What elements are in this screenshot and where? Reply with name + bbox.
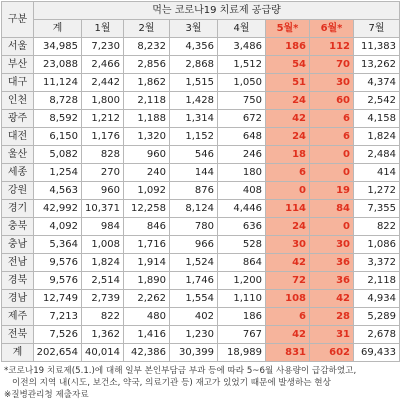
table-cell: 10,371	[82, 200, 124, 218]
table-row	[2, 308, 400, 326]
column-header: 7월	[354, 20, 400, 38]
table-row	[2, 200, 400, 218]
table-cell: 42	[310, 290, 354, 308]
table-cell: 7,526	[34, 326, 82, 344]
table-row	[2, 146, 400, 164]
table-cell: 7,213	[34, 308, 82, 326]
table-cell: 180	[218, 164, 266, 182]
table-cell: 6	[266, 308, 310, 326]
table-cell: 1,200	[218, 272, 266, 290]
table-cell: 1,746	[170, 272, 218, 290]
row-label: 강원	[2, 182, 34, 200]
table-cell: 42	[266, 326, 310, 344]
table-cell: 1,272	[354, 182, 400, 200]
row-label: 부산	[2, 56, 34, 74]
table-cell: 0	[310, 218, 354, 236]
table-cell: 2,542	[354, 92, 400, 110]
table-cell: 30	[266, 236, 310, 254]
table-cell: 8,592	[34, 110, 82, 128]
table-cell: 1,824	[354, 128, 400, 146]
table-cell: 1,716	[124, 236, 170, 254]
table-cell: 822	[82, 308, 124, 326]
table-cell: 1,212	[82, 110, 124, 128]
table-cell: 31	[310, 326, 354, 344]
table-cell: 1,050	[218, 74, 266, 92]
table-cell: 84	[310, 200, 354, 218]
table-cell: 23,088	[34, 56, 82, 74]
table-cell: 3,372	[354, 254, 400, 272]
table-cell: 186	[218, 308, 266, 326]
table-row	[2, 182, 400, 200]
table-cell: 9,576	[34, 272, 82, 290]
table-cell: 1,008	[82, 236, 124, 254]
table-cell: 2,678	[354, 326, 400, 344]
table-row	[2, 74, 400, 92]
table-cell: 2,514	[82, 272, 124, 290]
table-cell: 1,254	[34, 164, 82, 182]
table-cell: 9,576	[34, 254, 82, 272]
table-cell: 54	[266, 56, 310, 74]
table-cell: 4,374	[354, 74, 400, 92]
table-cell: 6	[310, 128, 354, 146]
table-cell: 24	[266, 218, 310, 236]
table-cell: 1,314	[170, 110, 218, 128]
row-label: 세종	[2, 164, 34, 182]
table-cell: 112	[310, 38, 354, 56]
table-cell: 24	[266, 92, 310, 110]
table-cell: 42	[266, 254, 310, 272]
column-header: 6월*	[310, 20, 354, 38]
table-cell: 202,654	[34, 344, 82, 362]
table-cell: 636	[218, 218, 266, 236]
table-cell: 5,082	[34, 146, 82, 164]
row-label: 전남	[2, 254, 34, 272]
table-cell: 0	[310, 146, 354, 164]
table-cell: 2,442	[82, 74, 124, 92]
table-cell: 13,262	[354, 56, 400, 74]
table-cell: 2,739	[82, 290, 124, 308]
corner-label: 구분	[2, 2, 34, 38]
table-cell: 828	[82, 146, 124, 164]
table-cell: 42,992	[34, 200, 82, 218]
table-cell: 114	[266, 200, 310, 218]
table-row	[2, 326, 400, 344]
table-cell: 672	[218, 110, 266, 128]
table-cell: 40,014	[82, 344, 124, 362]
footnote-line-1: *코로나19 치료제(5.1.)에 대해 일부 본인부담금 부과 등에 따라 5~6월 사용량이 급감하였고,	[4, 366, 357, 376]
table-row	[2, 56, 400, 74]
table-cell: 8,232	[124, 38, 170, 56]
table-cell: 750	[218, 92, 266, 110]
table-cell: 767	[218, 326, 266, 344]
column-header: 3월	[170, 20, 218, 38]
column-header: 계	[34, 20, 82, 38]
table-cell: 30	[310, 74, 354, 92]
table-cell: 28	[310, 308, 354, 326]
table-cell: 1,862	[124, 74, 170, 92]
table-cell: 2,118	[124, 92, 170, 110]
table-cell: 480	[124, 308, 170, 326]
table-cell: 864	[218, 254, 266, 272]
table-cell: 0	[310, 164, 354, 182]
table-row	[2, 254, 400, 272]
table-cell: 2,856	[124, 56, 170, 74]
row-label: 울산	[2, 146, 34, 164]
table-cell: 1,428	[170, 92, 218, 110]
column-header: 2월	[124, 20, 170, 38]
table-cell: 30,399	[170, 344, 218, 362]
table-cell: 1,800	[82, 92, 124, 110]
table-cell: 1,092	[124, 182, 170, 200]
group-header: 먹는 코로나19 치료제 공급량	[34, 2, 400, 20]
table-cell: 246	[218, 146, 266, 164]
row-label: 전북	[2, 326, 34, 344]
row-label: 계	[2, 344, 34, 362]
table-cell: 11,383	[354, 38, 400, 56]
table-cell: 1,512	[218, 56, 266, 74]
footnote-line-2: 이전의 지역 내(시도, 보건소, 약국, 의료기관 등) 재고가 있었기 때문에 발생하는 현상	[12, 378, 331, 388]
row-label: 경북	[2, 272, 34, 290]
table-cell: 1,914	[124, 254, 170, 272]
row-label: 대구	[2, 74, 34, 92]
table-cell: 822	[354, 218, 400, 236]
table-row	[2, 110, 400, 128]
table-cell: 270	[82, 164, 124, 182]
total-row	[2, 344, 400, 362]
table-cell: 30	[310, 236, 354, 254]
row-label: 제주	[2, 308, 34, 326]
row-label: 대전	[2, 128, 34, 146]
table-cell: 960	[124, 146, 170, 164]
table-cell: 528	[218, 236, 266, 254]
table-cell: 6	[310, 110, 354, 128]
table-cell: 4,934	[354, 290, 400, 308]
table-cell: 1,086	[354, 236, 400, 254]
table-cell: 1,824	[82, 254, 124, 272]
footnotes	[4, 365, 398, 401]
table-cell: 144	[170, 164, 218, 182]
table-cell: 1,524	[170, 254, 218, 272]
table-cell: 408	[218, 182, 266, 200]
table-cell: 11,124	[34, 74, 82, 92]
column-header: 1월	[82, 20, 124, 38]
column-header: 4월	[218, 20, 266, 38]
table-cell: 12,749	[34, 290, 82, 308]
table-cell: 1,362	[82, 326, 124, 344]
table-row	[2, 290, 400, 308]
row-label: 경남	[2, 290, 34, 308]
table-cell: 2,868	[170, 56, 218, 74]
table-cell: 648	[218, 128, 266, 146]
table-cell: 6	[266, 164, 310, 182]
table-row	[2, 92, 400, 110]
row-label: 충북	[2, 218, 34, 236]
table-row	[2, 236, 400, 254]
table-cell: 2,484	[354, 146, 400, 164]
table-cell: 6,150	[34, 128, 82, 146]
table-cell: 18	[266, 146, 310, 164]
table-cell: 19	[310, 182, 354, 200]
table-cell: 4,092	[34, 218, 82, 236]
table-cell: 42	[266, 110, 310, 128]
table-cell: 5,289	[354, 308, 400, 326]
table-cell: 0	[266, 182, 310, 200]
table-cell: 5,364	[34, 236, 82, 254]
table-cell: 24	[266, 128, 310, 146]
table-cell: 414	[354, 164, 400, 182]
table-cell: 966	[170, 236, 218, 254]
table-cell: 4,356	[170, 38, 218, 56]
table-cell: 876	[170, 182, 218, 200]
supply-table	[1, 1, 400, 362]
table-cell: 42,386	[124, 344, 170, 362]
table-cell: 36	[310, 254, 354, 272]
table-row	[2, 164, 400, 182]
table-cell: 4,563	[34, 182, 82, 200]
table-cell: 36	[310, 272, 354, 290]
table-cell: 1,152	[170, 128, 218, 146]
table-cell: 70	[310, 56, 354, 74]
table-cell: 960	[82, 182, 124, 200]
table-cell: 1,110	[218, 290, 266, 308]
table-cell: 2,118	[354, 272, 400, 290]
header-row-1	[2, 2, 400, 20]
header-row-2	[2, 20, 400, 38]
table-cell: 7,355	[354, 200, 400, 218]
table-cell: 69,433	[354, 344, 400, 362]
source-note: ※질병관리청 제출자료	[4, 390, 89, 400]
table-cell: 546	[170, 146, 218, 164]
row-label: 경기	[2, 200, 34, 218]
table-cell: 1,890	[124, 272, 170, 290]
table-cell: 7,230	[82, 38, 124, 56]
table-cell: 1,176	[82, 128, 124, 146]
table-cell: 34,985	[34, 38, 82, 56]
table-row	[2, 272, 400, 290]
table-cell: 186	[266, 38, 310, 56]
row-label: 서울	[2, 38, 34, 56]
column-header: 5월*	[266, 20, 310, 38]
table-cell: 1,320	[124, 128, 170, 146]
table-cell: 240	[124, 164, 170, 182]
table-row	[2, 218, 400, 236]
table-cell: 846	[124, 218, 170, 236]
table-row	[2, 128, 400, 146]
table-cell: 108	[266, 290, 310, 308]
row-label: 인천	[2, 92, 34, 110]
table-row	[2, 38, 400, 56]
table-cell: 984	[82, 218, 124, 236]
table-cell: 72	[266, 272, 310, 290]
row-label: 충남	[2, 236, 34, 254]
table-cell: 1,230	[170, 326, 218, 344]
table-cell: 8,124	[170, 200, 218, 218]
table-cell: 1,515	[170, 74, 218, 92]
table-cell: 51	[266, 74, 310, 92]
table-cell: 3,486	[218, 38, 266, 56]
table-cell: 4,158	[354, 110, 400, 128]
table-cell: 1,188	[124, 110, 170, 128]
table-cell: 2,466	[82, 56, 124, 74]
table-cell: 60	[310, 92, 354, 110]
table-cell: 2,262	[124, 290, 170, 308]
table-cell: 8,728	[34, 92, 82, 110]
table-cell: 780	[170, 218, 218, 236]
table-cell: 402	[170, 308, 218, 326]
table-cell: 1,554	[170, 290, 218, 308]
table-cell: 1,416	[124, 326, 170, 344]
table-cell: 12,258	[124, 200, 170, 218]
table-cell: 602	[310, 344, 354, 362]
table-cell: 4,446	[218, 200, 266, 218]
table-cell: 831	[266, 344, 310, 362]
row-label: 광주	[2, 110, 34, 128]
table-cell: 18,989	[218, 344, 266, 362]
